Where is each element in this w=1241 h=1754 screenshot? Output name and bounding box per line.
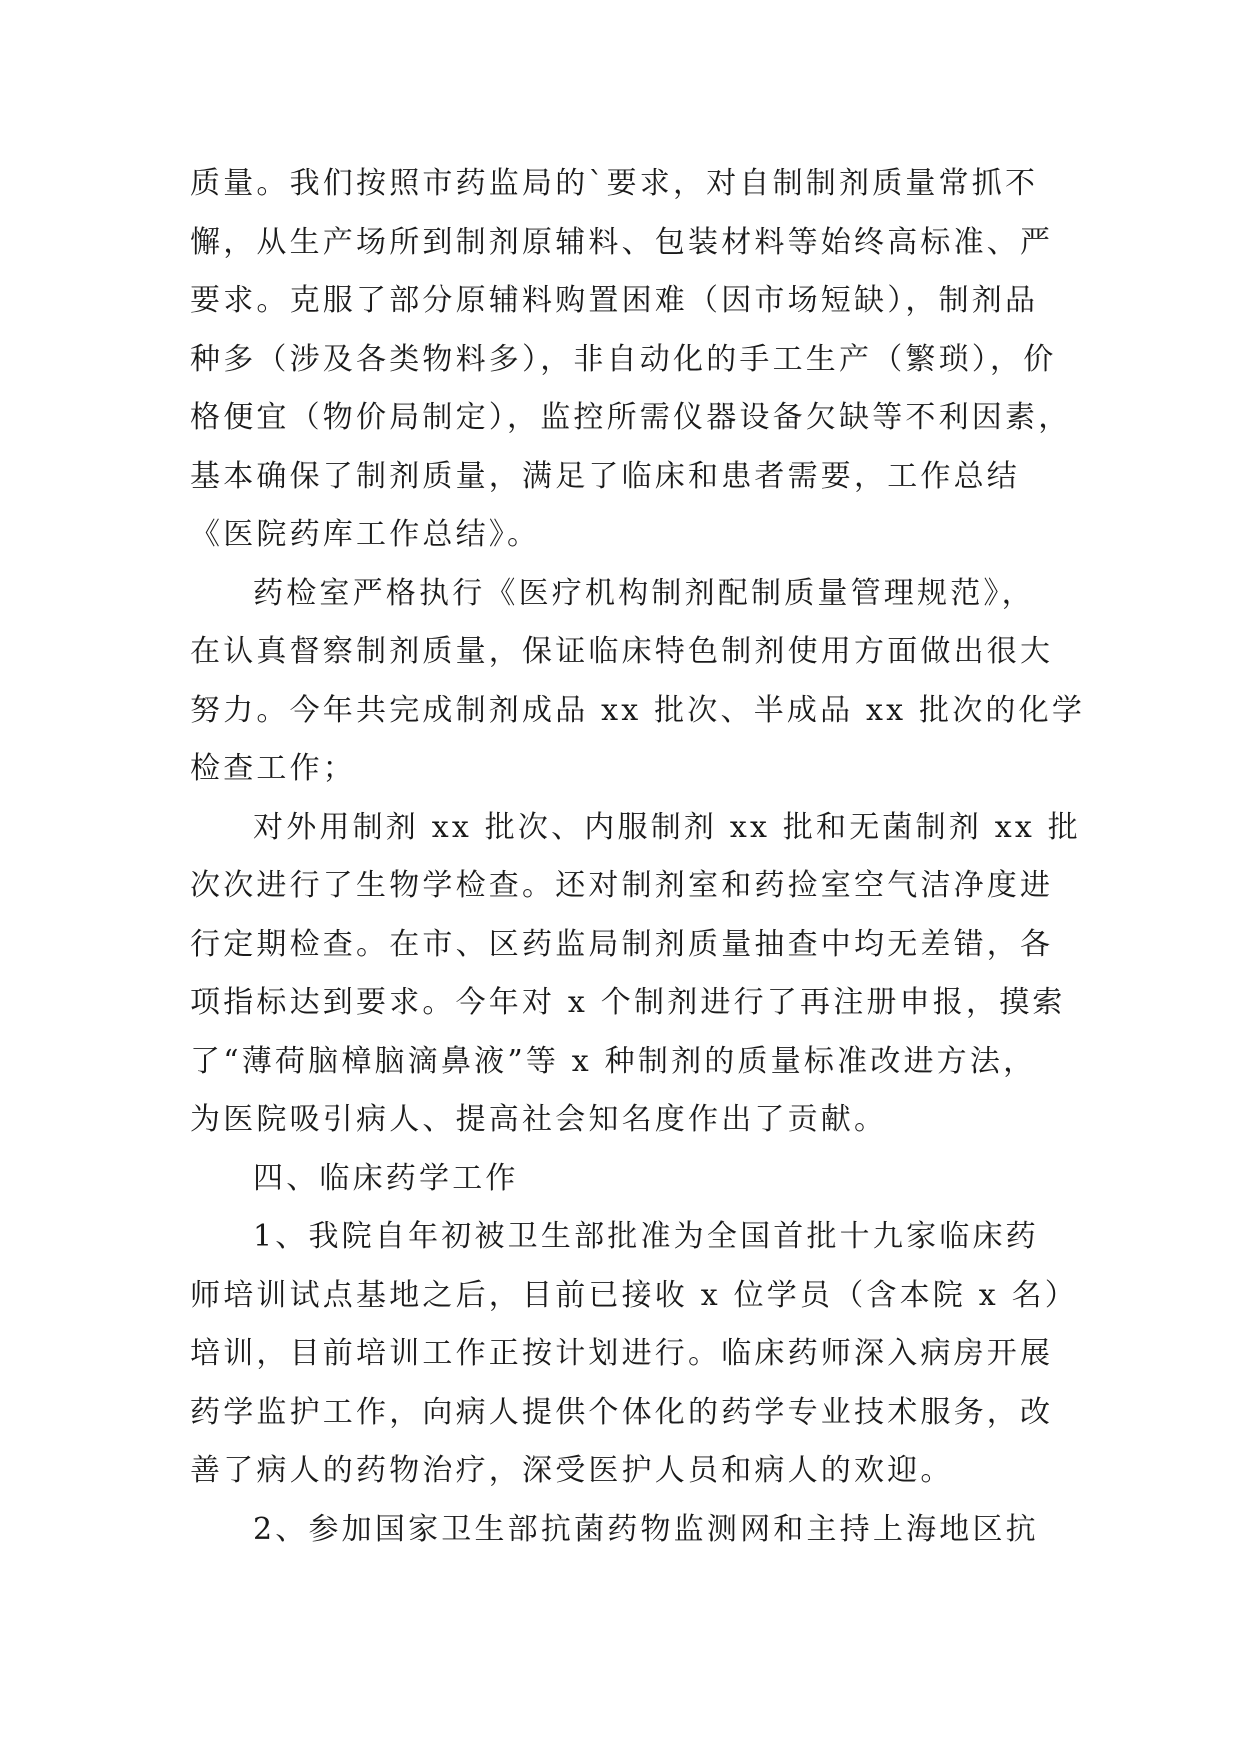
paragraph-first-line: 对外用制剂 xx 批次、内服制剂 xx 批和无菌制剂 xx 批 bbox=[253, 809, 1081, 845]
text-line: 培训，目前培训工作正按计划进行。临床药师深入病房开展 bbox=[190, 1336, 1054, 1371]
text-line: 药学监护工作，向病人提供个体化的药学专业技术服务，改 bbox=[190, 1394, 1054, 1430]
text-line: 了“薄荷脑樟脑滴鼻液”等 x 种制剂的质量标准改进方法， bbox=[190, 1043, 1037, 1079]
paragraph-first-line: 药检室严格执行《医疗机构制剂配制质量管理规范》， bbox=[253, 575, 1035, 611]
paragraph-first-line: 1、我院自年初被卫生部批准为全国首批十九家临床药 bbox=[253, 1219, 1039, 1254]
text-line: 基本确保了制剂质量，满足了临床和患者需要，工作总结 bbox=[190, 458, 1020, 494]
text-line: 为医院吸引病人、提高社会知名度作出了贡献。 bbox=[190, 1102, 888, 1137]
paragraph-first-line: 四、临床药学工作 bbox=[253, 1160, 519, 1196]
text-line: 格便宜（物价局制定），监控所需仪器设备欠缺等不利因素， bbox=[190, 400, 1072, 435]
text-line: 善了病人的药物治疗，深受医护人员和病人的欢迎。 bbox=[190, 1453, 954, 1488]
text-line: 质量。我们按照市药监局的`要求，对自制制剂质量常抓不 bbox=[190, 166, 1039, 201]
text-line: 行定期检查。在市、区药监局制剂质量抽查中均无差错，各 bbox=[190, 926, 1054, 962]
text-line: 种多（涉及各类物料多），非自动化的手工生产（繁琐），价 bbox=[190, 341, 1057, 377]
text-line: 要求。克服了部分原辅料购置困难（因市场短缺），制剂品 bbox=[190, 283, 1039, 318]
paragraph-first-line: 2、参加国家卫生部抗菌药物监测网和主持上海地区抗 bbox=[253, 1511, 1039, 1547]
document-body bbox=[190, 155, 1086, 1559]
text-line: 师培训试点基地之后，目前已接收 x 位学员（含本院 x 名） bbox=[190, 1277, 1078, 1313]
text-line: 《医院药库工作总结》。 bbox=[190, 517, 541, 552]
text-line: 项指标达到要求。今年对 x 个制剂进行了再注册申报，摸索 bbox=[190, 985, 1066, 1020]
text-line: 检查工作； bbox=[190, 751, 356, 786]
text-line: 懈，从生产场所到制剂原辅料、包装材料等始终高标准、严 bbox=[190, 224, 1054, 260]
text-line: 努力。今年共完成制剂成品 xx 批次、半成品 xx 批次的化学 bbox=[190, 692, 1086, 728]
text-line: 次次进行了生物学检查。还对制剂室和药捡室空气洁净度进 bbox=[190, 868, 1054, 903]
text-line: 在认真督察制剂质量，保证临床特色制剂使用方面做出很大 bbox=[190, 634, 1054, 669]
